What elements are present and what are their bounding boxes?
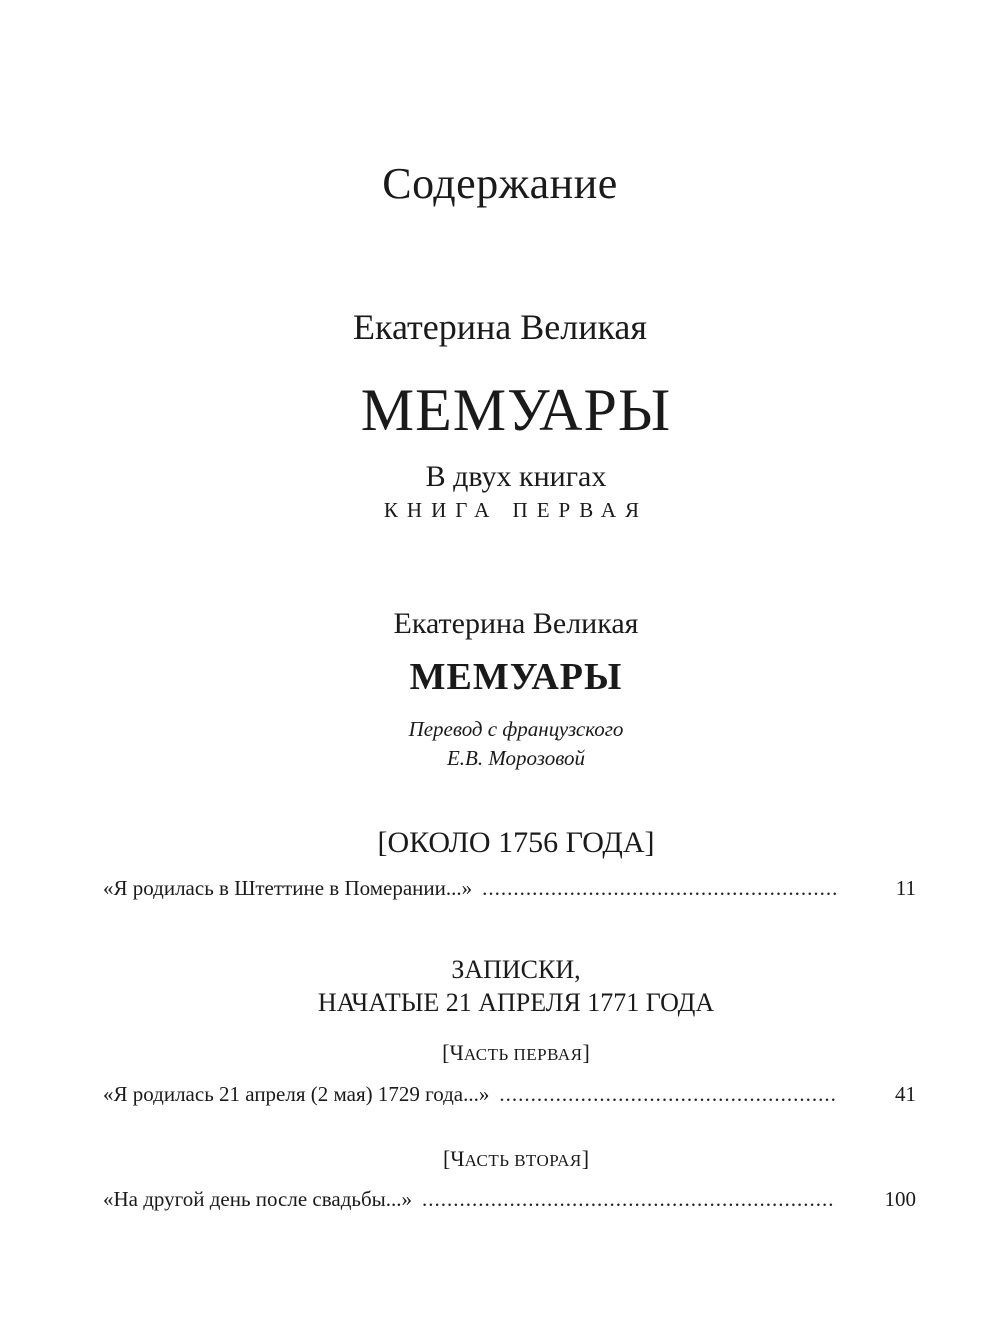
dot-leader — [499, 1082, 836, 1107]
part-one-heading-rest: АСТЬ ПЕРВАЯ — [463, 1045, 583, 1064]
toc-entry[interactable] — [103, 1082, 916, 1112]
bracket-close: ] — [581, 1146, 590, 1171]
dot-leader — [482, 876, 836, 901]
part-two-heading-cap: Ч — [450, 1146, 465, 1171]
book-one-subtitle: В двух книгах — [425, 460, 607, 493]
bracket-open: [ — [442, 1146, 451, 1171]
toc-entry-page: 100 — [884, 1187, 916, 1211]
translation-credit-line1: Перевод с французского — [408, 717, 624, 741]
part-two-heading — [16, 1146, 1000, 1172]
dot-leader — [422, 1187, 836, 1212]
toc-entry-label: «На другой день после свадьбы...» — [103, 1187, 413, 1211]
book-one-author: Екатерина Великая — [353, 307, 647, 347]
book-two-author: Екатерина Великая — [393, 607, 639, 640]
toc-entry-label: «Я родилась в Штеттине в Померании...» — [103, 876, 473, 900]
book-two-title: МЕМУАРЫ — [409, 656, 623, 698]
toc-entry[interactable] — [103, 876, 916, 906]
part-one-heading — [16, 1040, 1000, 1066]
section-one-title: [ОКОЛО 1756 ГОДА] — [377, 826, 655, 859]
toc-entry-page: 41 — [895, 1082, 916, 1106]
translation-credit-line2: Е.В. Морозовой — [446, 746, 586, 770]
toc-entry-label: «Я родилась 21 апреля (2 мая) 1729 года...» — [103, 1082, 490, 1106]
bracket-open: [ — [442, 1040, 450, 1065]
contents-heading: Содержание — [382, 159, 618, 208]
section-two-title-line1: ЗАПИСКИ, — [451, 955, 581, 984]
toc-entry-page: 11 — [895, 876, 916, 900]
book-one-title: МЕМУАРЫ — [360, 377, 672, 443]
toc-entry[interactable] — [103, 1187, 916, 1217]
book-one-volume: КНИГА ПЕРВАЯ — [383, 498, 649, 522]
bracket-close: ] — [582, 1040, 590, 1065]
section-two-title-line2: НАЧАТЫЕ 21 АПРЕЛЯ 1771 ГОДА — [317, 988, 715, 1017]
part-two-heading-rest: АСТЬ ВТОРАЯ — [464, 1151, 582, 1170]
part-one-heading-cap: Ч — [449, 1040, 464, 1065]
